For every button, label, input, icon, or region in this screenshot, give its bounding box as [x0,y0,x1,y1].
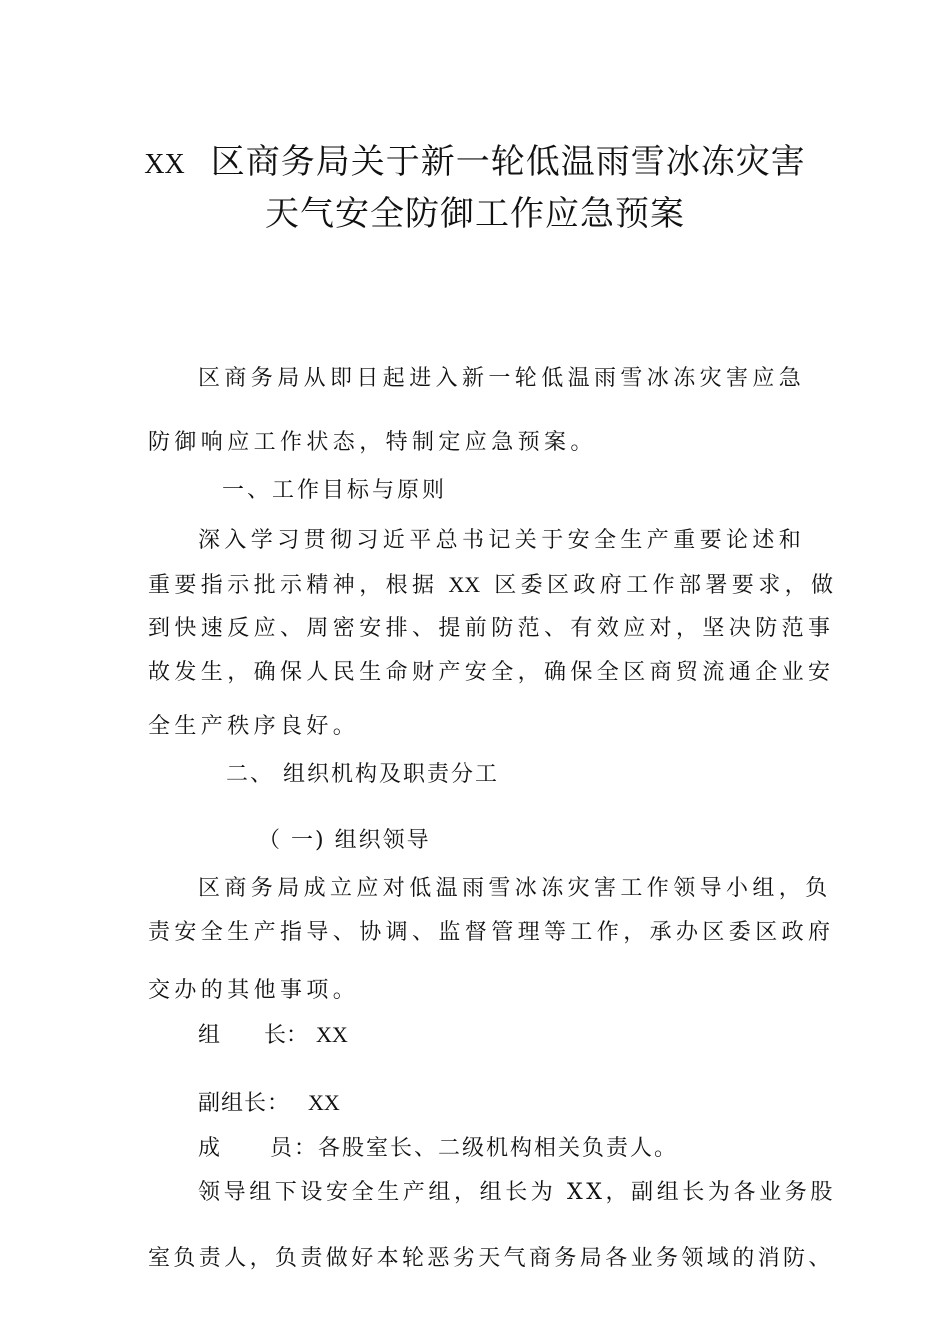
paragraph-1-line-2: 防御响应工作状态，特制定应急预案。 [148,430,597,455]
paragraph-4-line-2: 室负责人，负责做好本轮恶劣天气商务局各业务领域的消防、 [148,1246,834,1271]
document-title-line-1 [0,142,950,185]
paragraph-2-line-1: 深入学习贯彻习近平总书记关于安全生产重要论述和 [198,528,806,553]
members-label: 成 员： [198,1136,319,1161]
title-xx: XX [144,149,185,180]
paragraph-4-line-1: 领导组下设安全生产组，组长为 XX，副组长为各业务股 [198,1180,836,1205]
paragraph-2-line-3: 到快速反应、周密安排、提前防范、有效应对，坚决防范事 [148,616,835,641]
paragraph-3-line-2: 责安全生产指导、协调、监督管理等工作，承办区委区政府 [148,920,835,945]
paragraph-2-line-2 [148,570,837,601]
p2-xx: XX [448,572,481,597]
paragraph-3-line-3: 交办的其他事项。 [148,978,360,1003]
subsection-heading-1: （ 一) 组织领导 [258,828,431,853]
leader-value: XX [316,1022,348,1047]
paragraph-2-line-5: 全生产秩序良好。 [148,714,360,739]
deputy-leader-line [198,1088,340,1119]
paragraph-3-line-1: 区商务局成立应对低温雨雪冰冻灾害工作领导小组，负 [198,876,832,901]
section-heading-1: 一、工作目标与原则 [222,478,448,503]
p2-text-b: 区委区政府工作部署要求，做 [494,573,838,598]
deputy-value: XX [308,1090,340,1115]
members-value: 各股室长、二级机构相关负责人。 [318,1136,679,1161]
title-text-1: 区商务局关于新一轮低温雨雪冰冻灾害 [210,142,806,182]
members-line [198,1134,678,1164]
deputy-label: 副组长： [198,1091,291,1116]
document-title-line-2: 天气安全防御工作应急预案 [265,194,685,234]
leader-label: 组 长： [198,1023,309,1048]
section-heading-2: 二、 组织机构及职责分工 [226,762,499,787]
paragraph-2-line-4: 故发生，确保人民生命财产安全，确保全区商贸流通企业安 [148,660,835,685]
paragraph-1-line-1: 区商务局从即日起进入新一轮低温雨雪冰冻灾害应急 [198,366,806,391]
p2-text-a: 重要指示批示精神，根据 [148,573,439,598]
leader-line [198,1020,348,1051]
